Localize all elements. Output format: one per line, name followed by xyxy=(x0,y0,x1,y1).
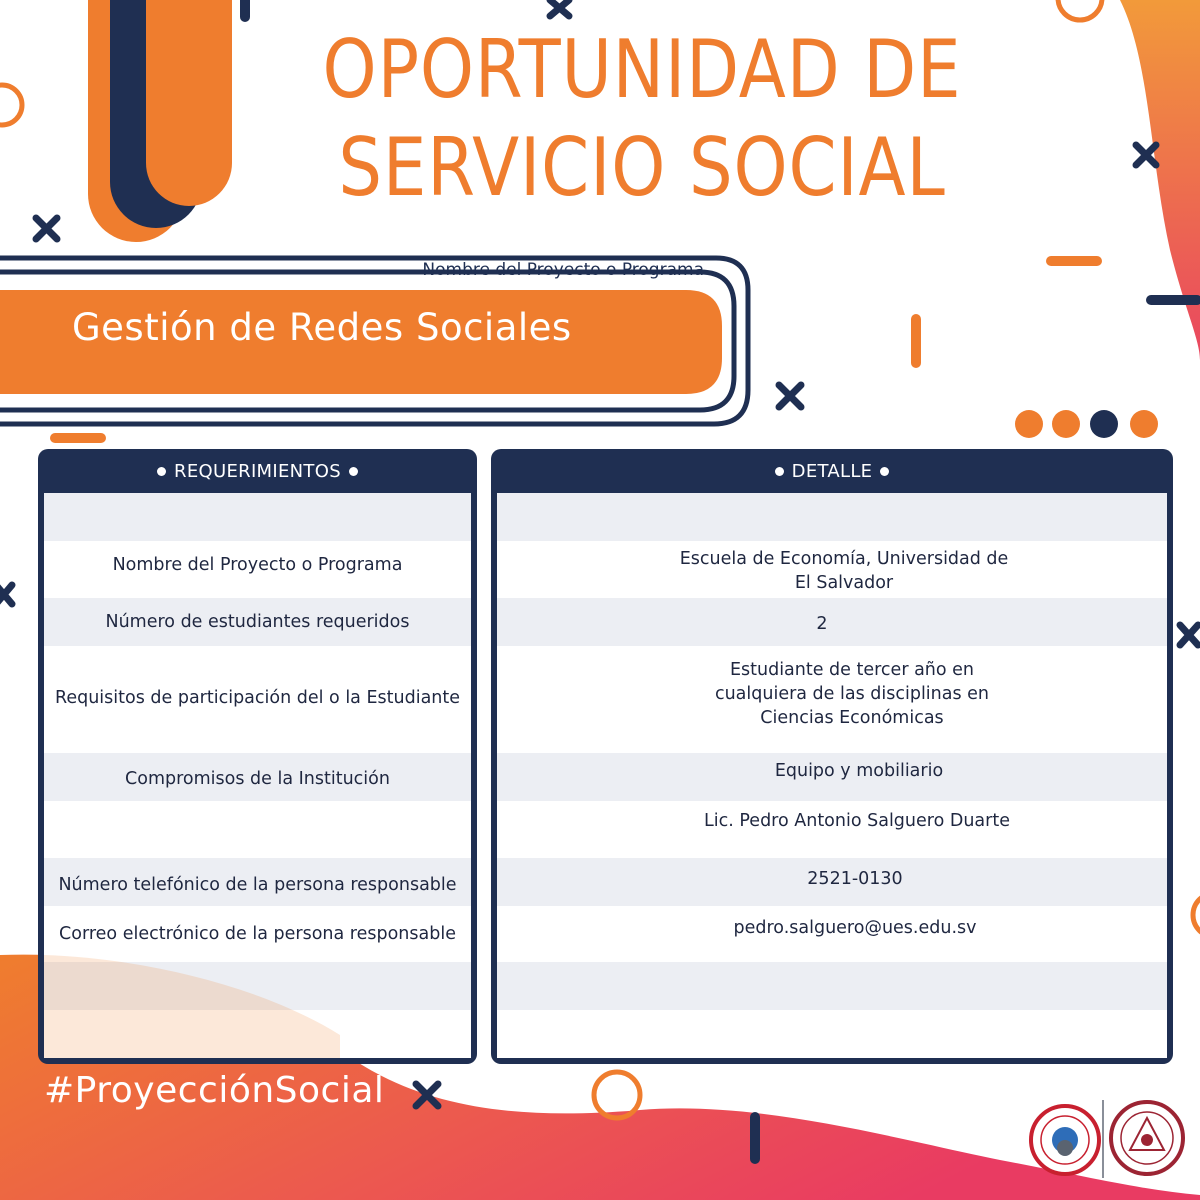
title-line-2: SERVICIO SOCIAL xyxy=(338,121,946,214)
bullet-dot-icon xyxy=(349,467,358,476)
bullet-dot-icon xyxy=(157,467,166,476)
detail-value: Lic. Pedro Antonio Salguero Duarte xyxy=(704,811,1010,831)
detail-value: Escuela de Economía, Universidad de El Salvador xyxy=(679,549,1009,593)
detail-value: Estudiante de tercer año en cualquiera de las disciplinas en Ciencias Económicas xyxy=(714,660,990,728)
ring-icon xyxy=(0,85,22,125)
left-panel-header-label: REQUERIMIENTOS xyxy=(174,460,341,482)
detail-value: Equipo y mobiliario xyxy=(774,761,944,781)
requirement-label xyxy=(44,810,471,858)
requirement-label: Número telefónico de la persona responsable xyxy=(58,875,457,895)
ring-icon xyxy=(1058,0,1102,20)
requirement-label: Número de estudiantes requeridos xyxy=(105,612,410,632)
left-panel-header xyxy=(38,449,477,493)
pill-orange-front xyxy=(146,0,232,206)
ring-icon xyxy=(594,1072,640,1118)
bullet-dot-icon xyxy=(775,467,784,476)
right-panel-header xyxy=(491,449,1173,493)
dot-icon xyxy=(1090,410,1118,438)
hashtag: #ProyecciónSocial xyxy=(44,1070,385,1111)
right-panel-header-label: DETALLE xyxy=(791,460,873,482)
project-caption: Nombre del Proyecto o Programa xyxy=(422,260,704,280)
detail-value: pedro.salguero@ues.edu.sv xyxy=(733,918,977,938)
dot-icon xyxy=(1130,410,1158,438)
university-seal-icon xyxy=(1111,1102,1183,1174)
detail-value: 2 xyxy=(816,614,828,634)
bullet-dot-icon xyxy=(880,467,889,476)
requirement-label: Compromisos de la Institución xyxy=(125,769,390,789)
detail-value: 2521-0130 xyxy=(807,869,903,889)
ring-icon xyxy=(1193,893,1200,937)
dot-icon xyxy=(1015,410,1043,438)
right-blob xyxy=(1120,0,1200,360)
dot-icon xyxy=(1052,410,1080,438)
project-name: Gestión de Redes Sociales xyxy=(72,306,572,349)
title-line-1: OPORTUNIDAD DE xyxy=(322,23,962,116)
faculty-seal-icon xyxy=(1031,1106,1099,1174)
requirement-label: Requisitos de participación del o la Estudiante xyxy=(54,688,461,708)
requirement-label: Nombre del Proyecto o Programa xyxy=(112,555,403,575)
requirement-label: Correo electrónico de la persona responsable xyxy=(59,924,456,944)
